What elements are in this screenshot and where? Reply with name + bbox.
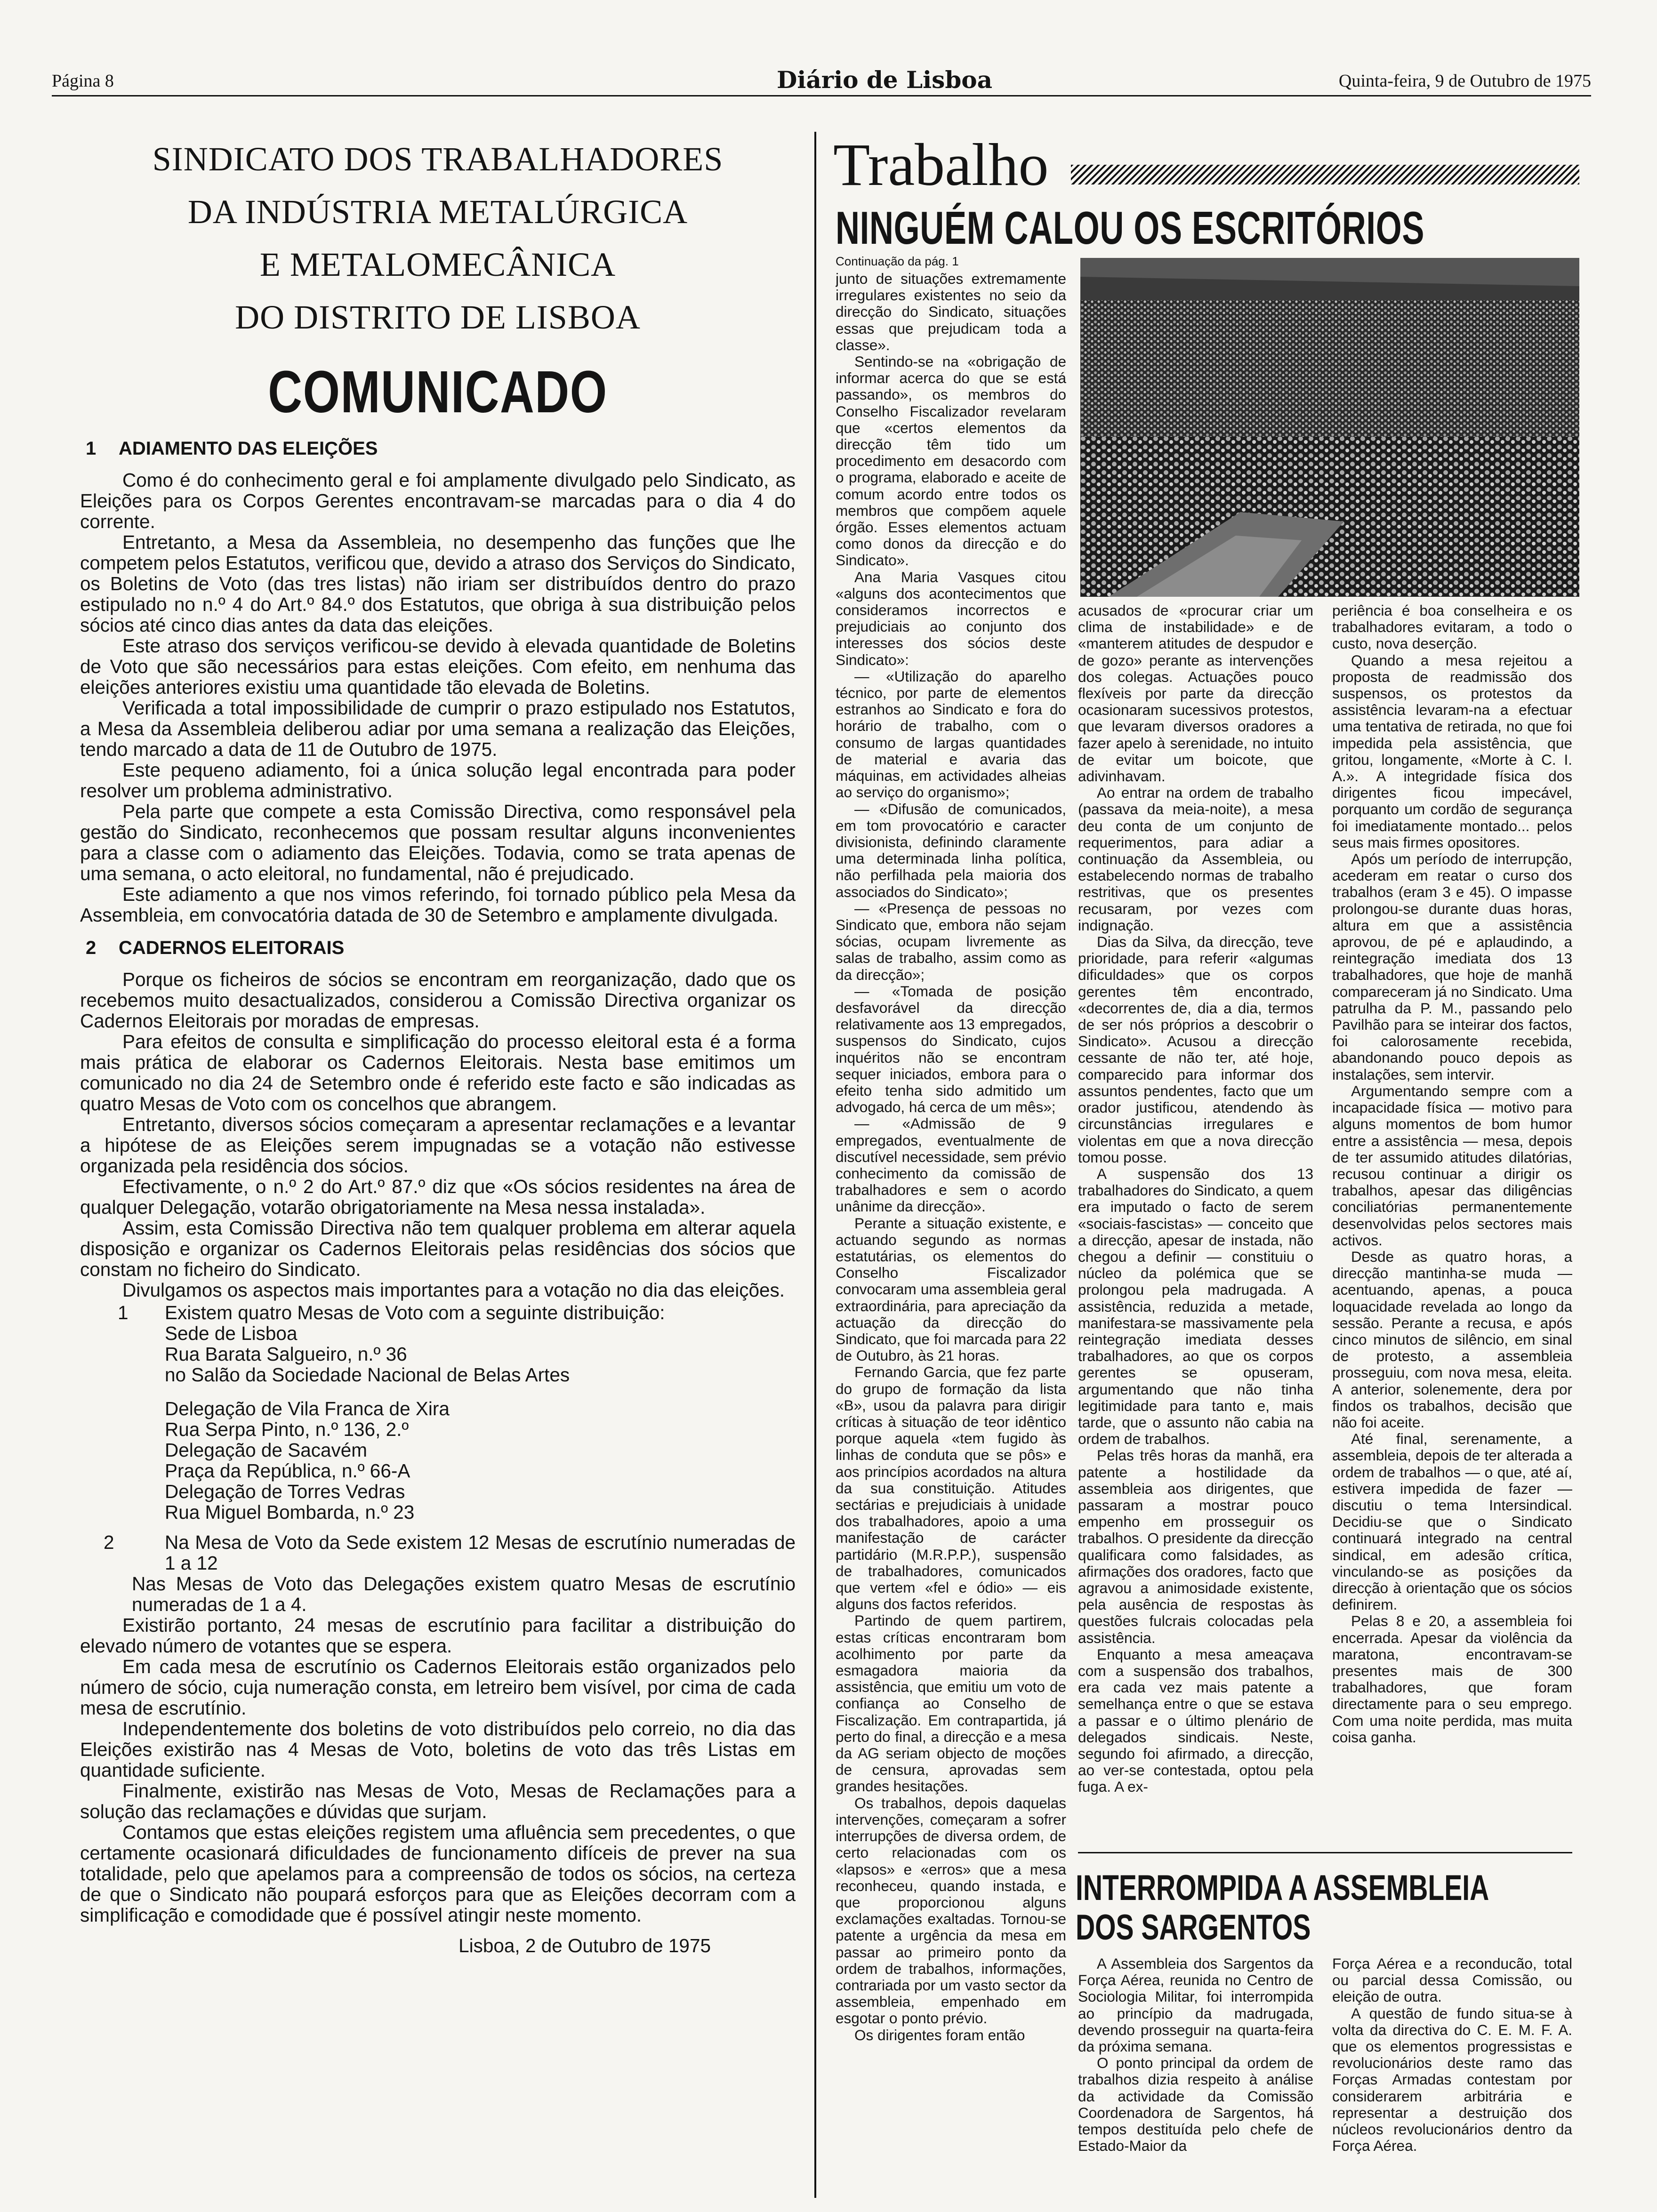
paragraph: Existirão portanto, 24 mesas de escrutínio para facilitar a distribuição do elevado número de votantes que se espera. bbox=[80, 1614, 796, 1657]
paragraph: Este adiamento a que nos vimos referindo, foi tornado público pela Mesa da Assembleia, em convocatória datada de 30 de Setembro e amplamente divulgada. bbox=[80, 883, 796, 926]
masthead: Diário de Lisboa bbox=[777, 66, 993, 94]
paragraph: A suspensão dos 13 trabalhadores do Sindicato, a quem era imputado o facto de serem «sociais-fascistas» — conceito que a direcção, apesar de instada, não chegou a definir — constituiu o núcleo da polémica que se prolongou pela madrugada. A assistência, reduzida a metade, manifestara-se massivamente pela reintegração imediata desses trabalhadores, ao que os corpos gerentes se opuseram, argumentando que não tinha legitimidade para tanto e, mais tarde, que o assunto não cabia na ordem de trabalhos. bbox=[1078, 1165, 1313, 1448]
paragraph: Verificada a total impossibilidade de cumprir o prazo estipulado nos Estatutos, a Mesa da Assembleia deliberou adiar por uma semana a realização das Eleições, tendo marcado a data de 11 de Outubro de 1975. bbox=[80, 697, 796, 760]
voting-list-item-1: 1 Existem quatro Mesas de Voto com a seguinte distribuição: bbox=[118, 1302, 665, 1323]
sub-article-rule bbox=[1078, 1852, 1572, 1853]
paragraph: — «Admissão de 9 empregados, eventualmente de discutível necessidade, sem prévio conhecimento da comissão de trabalhadores e sem o acordo unânime da direcção». bbox=[836, 1115, 1066, 1215]
communique bbox=[80, 127, 796, 2198]
paragraph: Os dirigentes foram então bbox=[854, 2026, 1025, 2044]
page-header bbox=[52, 66, 1591, 104]
paragraph: Porque os ficheiros de sócios se encontram em reorganização, dado que os recebemos muito desactualizados, considerou a Comissão Directiva organizar os Cadernos Eleitorais por moradas de empresas. bbox=[80, 969, 796, 1032]
article-headline: NINGUÉM CALOU OS ESCRITÓRIOS bbox=[836, 202, 1425, 254]
sub-article-column-1 bbox=[1078, 1956, 1313, 2196]
article-column-1 bbox=[836, 271, 1066, 2191]
address-line: Delegação de Torres Vedras bbox=[165, 1481, 405, 1502]
paragraph: Perante a situação existente, e actuando segundo as normas estatutárias, os elementos do Conselho Fiscalizador convocaram uma assembleia geral extraordinária, para apreciação da actuação da direcção do Sindicato, que foi marcada para 22 de Outubro, às 21 horas. bbox=[836, 1214, 1066, 1364]
section-1-heading: 1 ADIAMENTO DAS ELEIÇÕES bbox=[86, 438, 378, 459]
paragraph: Ao entrar na ordem de trabalho (passava da meia-noite), a mesa deu conta de um conjunto de requerimentos, para adiar a continuação da Assembleia, ou estabelecendo normas de trabalho restritivas, que os presentes recusaram, por vezes com indignação. bbox=[1078, 784, 1313, 934]
paragraph: Partindo de quem partirem, estas críticas encontraram bom acolhimento por parte da esmagadora maioria da assistência, que emitiu um voto de confiança ao Conselho de Fiscalização. Em contrapartida, já perto do final, a direcção e a mesa da AG seriam objecto de moções de censura, aprovadas sem grandes hesitações. bbox=[836, 1612, 1066, 1795]
address-line: Delegação de Vila Franca de Xira bbox=[165, 1398, 450, 1419]
crowd-photo-image bbox=[1080, 258, 1579, 597]
paragraph: — «Difusão de comunicados, em tom provocatório e caracter divisionista, definindo claramente uma determinada linha política, não perfilhada pela maioria dos associados do Sindicato»; bbox=[836, 800, 1066, 900]
union-name: SINDICATO DOS TRABALHADORES DA INDÚSTRIA METALÚRGICA E METALOMECÂNICA DO DISTRITO DE LISBOA bbox=[152, 140, 724, 336]
paragraph: Em cada mesa de escrutínio os Cadernos Eleitorais estão organizados pelo número de sócio, cuja numeração consta, em letreiro bem visível, por cima de cada mesa de escrutínio. bbox=[80, 1656, 796, 1719]
address-line: Rua Miguel Bombarda, n.º 23 bbox=[165, 1501, 415, 1523]
issue-date: Quinta-feira, 9 de Outubro de 1975 bbox=[1338, 71, 1591, 91]
voting-list-item-2: 2 Na Mesa de Voto da Sede existem 12 Mesas de escrutínio numeradas de 1 a 12 Nas Mesas de Voto das Delegações existem quatro Mesas de escrutínio numeradas de 1 a 4. bbox=[104, 1531, 796, 1615]
article-column-2 bbox=[1078, 602, 1313, 1835]
article-column-3 bbox=[1332, 602, 1572, 1835]
section-label: Trabalho bbox=[833, 131, 1049, 198]
address-line: Rua Serpa Pinto, n.º 136, 2.º bbox=[165, 1419, 409, 1440]
paragraph: Dias da Silva, da direcção, teve prioridade, para referir «algumas dificuldades» que os corpos gerentes têm encontrado, «decorrentes de, dia a dia, termos de ser nós próprios a descobrir o Sindicato». Acusou a direcção cessante de não ter, até hoje, comparecido para informar dos assuntos pendentes, facto que um orador justificou, atendendo às circunstâncias irregulares e violentas em que a nova direcção tomou posse. bbox=[1078, 933, 1313, 1166]
address-line: Sede de Lisboa bbox=[165, 1322, 298, 1344]
paragraph: Ana Maria Vasques citou «alguns dos acontecimentos que consideramos incorrectos e prejudiciais ao conjunto dos interesses dos sócios deste Sindicato»: bbox=[836, 568, 1066, 668]
paragraph: Efectivamente, o n.º 2 do Art.º 87.º diz que «Os sócios residentes na área de qualquer Delegação, votarão obrigatoriamente na Mesa nessa instalada». bbox=[80, 1176, 796, 1218]
paragraph: Pela parte que compete a esta Comissão Directiva, como responsável pela gestão do Sindicato, reconhecemos que possam resultar alguns inconvenientes para a classe com o adiamento das Eleições. Todavia, como se trata apenas de uma semana, o acto eleitoral, no fundamental, não é prejudicado. bbox=[80, 801, 796, 884]
paragraph: Entretanto, a Mesa da Assembleia, no desempenho das funções que lhe competem pelos Estatutos, verificou que, devido a atraso dos Serviços do Sindicato, os Boletins de Voto (das tres listas) não iriam ser distribuídos dentro do prazo estipulado no n.º 4 do Art.º 84.º dos Estatutos, que obriga à sua distribuição pelos sócios até cinco dias antes da data das eleições. bbox=[80, 531, 796, 636]
address-line: Praça da República, n.º 66-A bbox=[165, 1460, 410, 1482]
paragraph: Contamos que estas eleições registem uma afluência sem precedentes, o que certamente ocasionará dificuldades de funcionamento difíceis de prever na sua totalidade, pelo que apelamos para a compreensão de todos os sócios, na certeza de que o Sindicato não poupará esforços para que as Eleições decorram com a simplificação e comodidade que é possível atingir neste momento. bbox=[80, 1821, 796, 1926]
paragraph: Independentemente dos boletins de voto distribuídos pelo correio, no dia das Eleições existirão nas 4 Mesas de Voto, boletins de voto das três Listas em quantidade suficiente. bbox=[80, 1718, 796, 1781]
assembly-photo bbox=[1080, 258, 1579, 597]
column-divider bbox=[814, 132, 816, 2198]
paragraph: A Assembleia dos Sargentos da Força Aérea, reunida no Centro de Sociologia Militar, foi interrompida ao princípio da madrugada, devendo prosseguir na quarta-feira da próxima semana. bbox=[1078, 1956, 1313, 2055]
paragraph: Este atraso dos serviços verificou-se devido à elevada quantidade de Boletins de Voto que são necessários para estas eleições. Com efeito, em nenhuma das eleições anteriores existiu uma quantidade tão elevada de Boletins. bbox=[80, 635, 796, 698]
paragraph: Este pequeno adiamento, foi a única solução legal encontrada para poder resolver um problema administrativo. bbox=[80, 759, 796, 801]
paragraph: Os trabalhos, depois daquelas intervenções, começaram a sofrer interrupções de diversa ordem, de certo relacionadas com os «lapsos» e «erros» que a mesa reconheceu, quando instada, e que proporcionou alguns exclamações exaltadas. Tornou-se patente a urgência da mesa em passar ao primeiro ponto da ordem de trabalhos, informações, contrariada por um vasto sector da assembleia, empenhado em esgotar o ponto prévio. bbox=[836, 1794, 1066, 2027]
address-line: Rua Barata Salgueiro, n.º 36 bbox=[165, 1343, 407, 1365]
paragraph: Argumentando sempre com a incapacidade física — motivo para alguns momentos de bom humor entre a assistência — mesa, depois de ter assumido atitudes dilatórias, recusou continuar a dirigir os trabalhos, apesar das diligências conciliatórias permanentemente desenvolvidas pelos sectores mais activos. bbox=[1332, 1082, 1572, 1249]
paragraph: Enquanto a mesa ameaçava com a suspensão dos trabalhos, era cada vez mais patente a semelhança entre o que se estava a passar e o último plenário de delegados sindicais. Neste, segundo foi afirmado, a direcção, ao ver-se contestada, optou pela fuga. A ex- bbox=[1078, 1645, 1313, 1795]
paragraph: Quando a mesa rejeitou a proposta de readmissão dos suspensos, os protestos da assistência levaram-na a efectuar uma tentativa de retirada, no que foi impedida pela assistência, que gritou, longamente, «Morte à C. I. A.». A integridade física dos dirigentes ficou impecável, porquanto um cordão de segurança foi imediatamente montado... pelos seus mais firmes opositores. bbox=[1332, 651, 1572, 851]
paragraph: Assim, esta Comissão Directiva não tem qualquer problema em alterar aquela disposição e organizar os Cadernos Eleitorais pelas residências dos sócios que constam no ficheiro do Sindicato. bbox=[80, 1217, 796, 1280]
paragraph: Divulgamos os aspectos mais importantes para a votação no dia das eleições. bbox=[122, 1279, 785, 1301]
paragraph: A questão de fundo situa-se à volta da directiva do C. E. M. F. A. que os elementos progressistas e revolucionários deste ramo das Forças Armadas contestam por considerarem arbitrária e representar a destruição dos núcleos revolucionários dentro da Força Aérea. bbox=[1332, 2004, 1572, 2155]
hatch-rule bbox=[1071, 165, 1579, 184]
section-title bbox=[833, 131, 1563, 198]
paragraph: Entretanto, diversos sócios começaram a apresentar reclamações e a levantar a hipótese de as Eleições serem impugnadas se a votação não estivesse organizada pela residência dos sócios. bbox=[80, 1114, 796, 1177]
paragraph: Como é do conhecimento geral e foi amplamente divulgado pelo Sindicato, as Eleições para os Corpos Gerentes encontravam-se marcadas para o dia 4 do corrente. bbox=[80, 469, 796, 532]
address-line: Delegação de Sacavém bbox=[165, 1439, 368, 1461]
sub-article-column-2 bbox=[1332, 1956, 1572, 2196]
sub-article-headline: INTERROMPIDA A ASSEMBLEIA DOS SARGENTOS bbox=[1076, 1868, 1488, 1948]
paragraph: periência é boa conselheira e os trabalhadores evitaram, a todo o custo, nova deserção. bbox=[1332, 602, 1572, 652]
paragraph: Fernando Garcia, que fez parte do grupo de formação da lista «B», usou da palavra para dirigir críticas à situação de teor idêntico porque aquela «tem fugido às linhas de conduta que se pôs» e aos princípios acordados na altura da sua constituição. Atitudes sectárias e prejudiciais à unidade dos trabalhadores, apoio a uma manifestação de carácter partidário (M.R.P.P.), suspensão de trabalhadores, comunicados que vertem «fel e ódio» — eis alguns dos factos referidos. bbox=[836, 1363, 1066, 1613]
paragraph: Sentindo-se na «obrigação de informar acerca do que se está passando», os membros do Conselho Fiscalizador revelaram que «certos elementos da direcção têm tido um procedimento em desacordo com o programa, elaborado e aceite de comum acordo entre todos os membros que compõem aquele órgão. Esses elementos actuam como donos da direcção e do Sindicato». bbox=[836, 353, 1066, 569]
paragraph: Até final, serenamente, a assembleia, depois de ter alterada a ordem de trabalhos — o que, até aí, estivera impedida de fazer — discutiu o tema Intersindical. Decidiu-se que o Sindicato continuará integrado na central sindical, em adesão crítica, vinculando-se as posições da direcção à orientação que os sócios definirem. bbox=[1332, 1430, 1572, 1613]
paragraph: — «Utilização do aparelho técnico, por parte de elementos estranhos ao Sindicato e fora do horário de trabalho, com o consumo de largas quantidades de material e avaria das máquinas, em actividades alheias ao serviço do organismo»; bbox=[836, 667, 1066, 801]
paragraph: Desde as quatro horas, a direcção mantinha-se muda — acentuando, apenas, a pouca loquacidade revelada ao longo da sessão. Perante a recusa, e após cinco minutos de silêncio, em sinal de protesto, a assembleia prosseguiu, com nova mesa, eleita. A anterior, solenemente, dera por findos os trabalhos, decisão que não foi aceite. bbox=[1332, 1248, 1572, 1431]
paragraph: Pelas três horas da manhã, era patente a hostilidade da assembleia aos dirigentes, que passaram a mostrar pouco empenho em prosseguir os trabalhos. O presidente da direcção qualificara como falsidades, as afirmações dos oradores, facto que agravou a animosidade existente, pela ausência de respostas às questões fulcrais colocadas pela assistência. bbox=[1078, 1447, 1313, 1646]
paragraph: — «Presença de pessoas no Sindicato que, embora não sejam sócias, ocupam livremente as salas de trabalho, assim como as da direcção»; bbox=[836, 899, 1066, 983]
paragraph: — «Tomada de posição desfavorável da direcção relativamente aos 13 empregados, suspensos do Sindicato, cujos inquéritos não se encontram sequer iniciados, embora para o efeito tenha sido admitido um advogado, há cerca de um mês»; bbox=[836, 982, 1066, 1116]
paragraph: Após um período de interrupção, acederam em reatar o curso dos trabalhos (eram 3 e 45). O impasse prolongou-se durante duas horas, altura em que a assistência aprovou, de pé e aplaudindo, a reintegração imediata dos 13 trabalhadores, que hoje de manhã compareceram já no Sindicato. Uma patrulha da P. M., passando pelo Pavilhão para se inteirar dos factos, foi calorosamente recebida, abandonando pouco depois as instalações, sem intervir. bbox=[1332, 850, 1572, 1083]
paragraph: Para efeitos de consulta e simplificação do processo eleitoral esta é a forma mais prática de elaborar os Cadernos Eleitorais. Nesta base emitimos um comunicado no dia 24 de Setembro onde é referido este facto e são indicadas as quatro Mesas de Voto com os concelhos que abrangem. bbox=[80, 1031, 796, 1114]
section-2-heading: 2 CADERNOS ELEITORAIS bbox=[86, 938, 345, 958]
continuation-note: Continuação da pág. 1 bbox=[836, 254, 959, 268]
paragraph: acusados de «procurar criar um clima de instabilidade» e de «manterem atitudes de despudor e de gozo» perante as intervenções dos colegas. Actuações pouco flexíveis por parte da direcção ocasionaram sucessivos protestos, que levaram diversos oradores a fazer apelo à serenidade, no intuito de evitar um boicote, que adivinhavam. bbox=[1078, 602, 1313, 785]
polling-addresses bbox=[80, 1323, 796, 1523]
paragraph: Pelas 8 e 20, a assembleia foi encerrada. Apesar da violência da maratona, encontravam-se presentes mais de 300 trabalhadores, que foram directamente para o seu emprego. Com uma noite perdida, mas muita coisa ganha. bbox=[1332, 1612, 1572, 1746]
page-number: Página 8 bbox=[52, 71, 114, 91]
communique-title: COMUNICADO bbox=[268, 359, 608, 425]
address-line: no Salão da Sociedade Nacional de Belas Artes bbox=[165, 1364, 570, 1386]
paragraph: O ponto principal da ordem de trabalhos dizia respeito à análise da actividade da Comissão Coordenadora de Sargentos, há tempos destituída pelo chefe de Estado-Maior da bbox=[1078, 2054, 1313, 2155]
signature-date: Lisboa, 2 de Outubro de 1975 bbox=[458, 1935, 711, 1956]
header-rule bbox=[52, 95, 1591, 96]
paragraph: junto de situações extremamente irregulares existentes no seio da direcção do Sindicato, situações essas que prejudicam toda a classe». bbox=[836, 271, 1066, 353]
paragraph: Força Aérea e a reconducão, total ou parcial dessa Comissão, ou eleição de outra. bbox=[1332, 1956, 1572, 2005]
paragraph: Finalmente, existirão nas Mesas de Voto, Mesas de Reclamações para a solução das reclamações e dúvidas que surjam. bbox=[80, 1780, 796, 1822]
